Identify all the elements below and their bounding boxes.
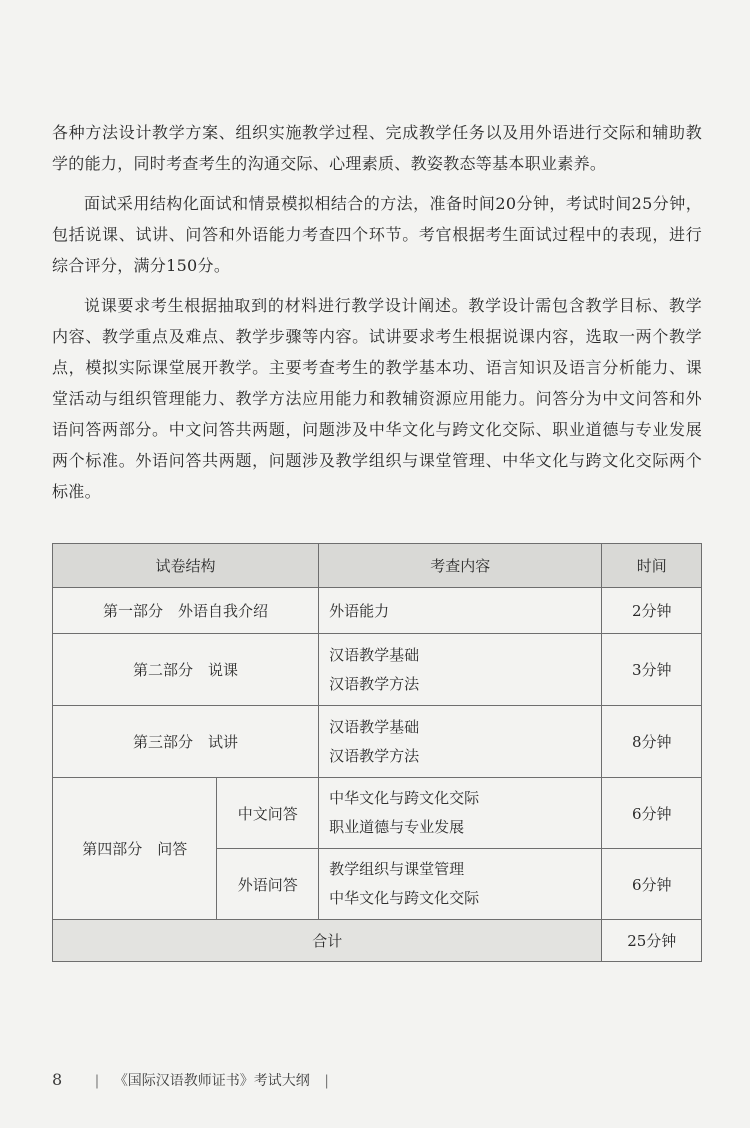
time-cell: 3分钟 — [602, 634, 702, 706]
paragraph-interview-method: 面试采用结构化面试和情景模拟相结合的方法，准备时间20分钟，考试时间25分钟，包括说课、试讲、问答和外语能力考查四个环节。考官根据考生面试过程中的表现，进行综合评分，满分150分。 — [52, 194, 702, 275]
content-cell — [319, 706, 602, 778]
content-item: 教学组织与课堂管理 — [329, 860, 465, 878]
table-row — [53, 634, 702, 706]
part-label: 第一部分 外语自我介绍 — [53, 588, 319, 634]
sub-part-label: 外语问答 — [217, 849, 319, 920]
table-header-row — [53, 544, 702, 588]
body-text — [52, 117, 702, 516]
book-title: 《国际汉语教师证书》考试大纲 — [113, 1073, 310, 1089]
footer-divider: | — [324, 1073, 329, 1089]
content-item: 中华文化与跨文化交际 — [329, 889, 480, 907]
paragraph-continued: 各种方法设计教学方案、组织实施教学过程、完成教学任务以及用外语进行交际和辅助教学的能力，同时考查考生的沟通交际、心理素质、教姿教态等基本职业素养。 — [52, 123, 702, 173]
sub-part-label: 中文问答 — [217, 778, 319, 849]
content-item: 汉语教学方法 — [329, 674, 420, 693]
content-cell — [319, 849, 602, 920]
paragraph-lesson-requirements: 说课要求考生根据抽取到的材料进行教学设计阐述。教学设计需包含教学目标、教学内容、教学重点及难点、教学步骤等内容。试讲要求考生根据说课内容，选取一两个教学点，模拟实际课堂展开教学。主要考查考生的教学基本功、语言知识及语言分析能力、课堂活动与组织管理能力、教学方法应用能力和教辅资源应用能力。问答分为中文问答和外语问答两部分。中文问答共两题，问题涉及中华文化与跨文化交际、职业道德与专业发展两个标准。外语问答共两题，问题涉及教学组织与课堂管理、中华文化与跨文化交际两个标准。 — [52, 296, 702, 501]
header-time: 时间 — [602, 544, 702, 588]
content-item: 外语能力 — [329, 602, 390, 620]
content-cell — [319, 778, 602, 849]
table-total-row — [53, 920, 702, 962]
total-time: 25分钟 — [602, 920, 702, 962]
part-label: 第二部分 说课 — [53, 634, 319, 706]
content-item: 职业道德与专业发展 — [329, 818, 465, 836]
page-number: 8 — [52, 1070, 63, 1089]
table-row — [53, 778, 702, 849]
header-content: 考查内容 — [319, 544, 602, 588]
table-row — [53, 706, 702, 778]
part-label: 第四部分 问答 — [53, 778, 217, 920]
content-item: 汉语教学方法 — [329, 746, 420, 765]
exam-structure-table — [52, 543, 702, 962]
content-cell — [319, 588, 602, 634]
table-row — [53, 588, 702, 634]
time-cell: 8分钟 — [602, 706, 702, 778]
part-label: 第三部分 试讲 — [53, 706, 319, 778]
time-cell: 2分钟 — [602, 588, 702, 634]
footer-divider: | — [94, 1073, 100, 1089]
total-label: 合计 — [53, 920, 602, 962]
header-structure: 试卷结构 — [53, 544, 319, 588]
time-cell: 6分钟 — [602, 849, 702, 920]
time-cell: 6分钟 — [602, 778, 702, 849]
content-item: 汉语教学基础 — [329, 717, 420, 736]
page-footer — [52, 1070, 339, 1090]
content-cell — [319, 634, 602, 706]
content-item: 中华文化与跨文化交际 — [329, 789, 480, 807]
content-item: 汉语教学基础 — [329, 645, 420, 664]
